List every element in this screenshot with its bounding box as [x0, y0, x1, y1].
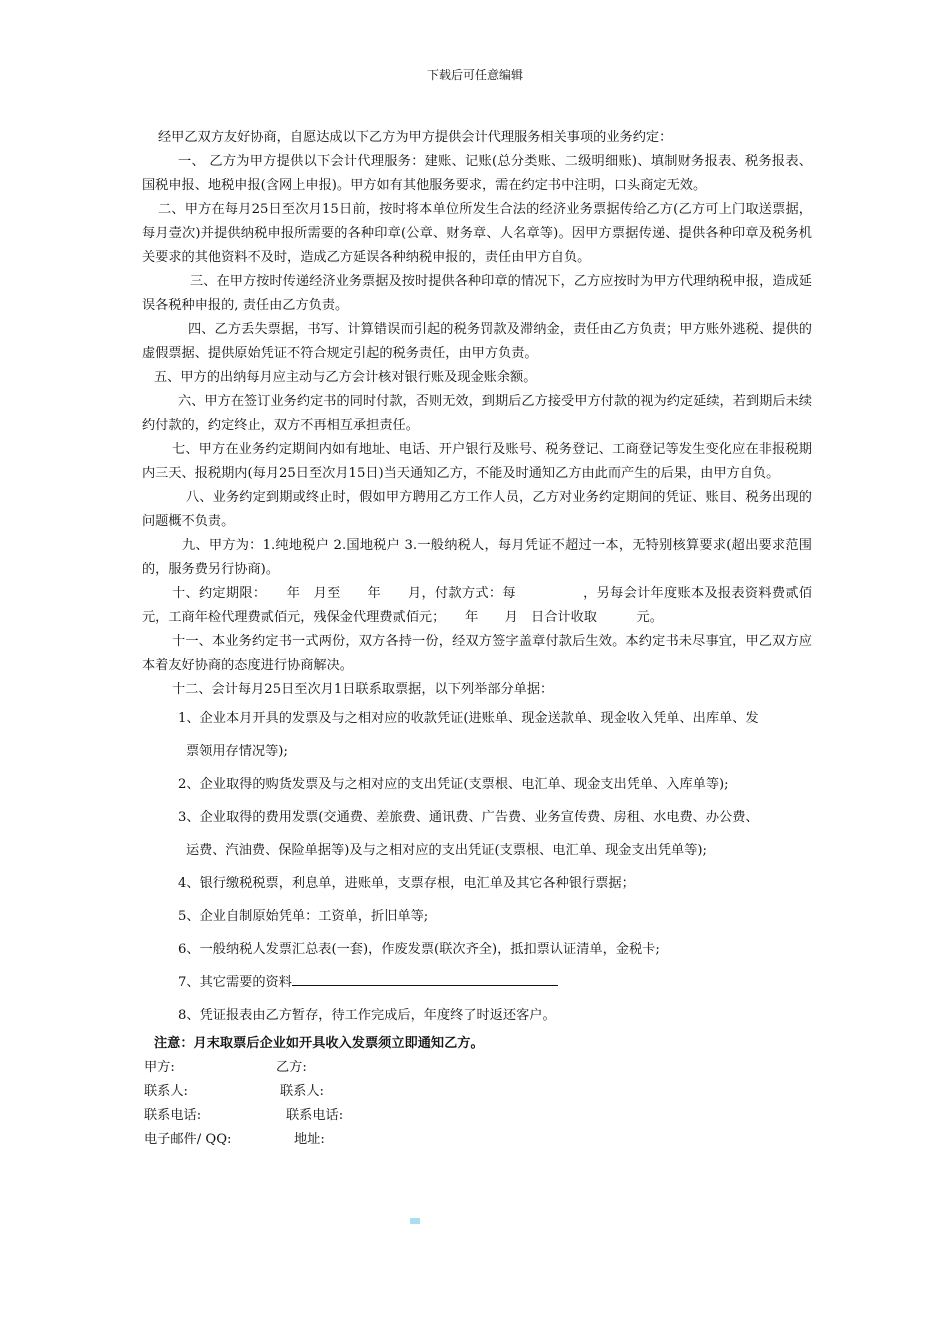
clause-1: 一、 乙方为甲方提供以下会计代理服务：建账、记账(总分类账、二级明细账)、填制财务报表、税务报表、国税申报、地税申报(含网上申报)。甲方如有其他服务要求，需在约定书中注明，口头商定无效。 — [142, 154, 812, 193]
signature-row-contact-info — [142, 1128, 812, 1152]
document-list — [142, 702, 812, 1032]
phone-b-label: 联系电话: — [286, 1108, 344, 1123]
clause-7: 七、甲方在业务约定期间内如有地址、电话、开户银行及账号、税务登记、工商登记等发生变化应在非报税期内三天、报税期内(每月25日至次月15日)当天通知乙方，不能及时通知乙方由此而产生的后果，由甲方自负。 — [142, 442, 812, 481]
agreement-body — [142, 126, 812, 1152]
list-item: 4、银行缴税税票，利息单，进账单，支票存根，电汇单及其它各种银行票据； — [178, 876, 635, 891]
fill-in-blank — [292, 971, 558, 986]
signature-row-party — [142, 1056, 812, 1080]
list-item: 1、企业本月开具的发票及与之相对应的收款凭证(进账单、现金送款单、现金收入凭单、出库单、发 — [178, 711, 759, 726]
contact-a-label: 联系人: — [144, 1084, 189, 1099]
clause-3: 三、在甲方按时传递经济业务票据及按时提供各种印章的情况下，乙方应按时为甲方代理纳税申报，造成延误各税种申报的, 责任由乙方负责。 — [142, 274, 812, 313]
party-b-label: 乙方: — [276, 1060, 307, 1075]
clause-9: 九、甲方为：1.纯地税户 2.国地税户 3.一般纳税人，每月凭证不超过一本，无特别核算要求(超出要求范围的，服务费另行协商)。 — [142, 538, 812, 577]
list-item: 7、其它需要的资料 — [178, 966, 812, 999]
contact-b-label: 联系人: — [280, 1084, 325, 1099]
phone-a-label: 联系电话: — [144, 1108, 202, 1123]
party-a-label: 甲方: — [144, 1060, 175, 1075]
clause-4: 四、乙方丢失票据，书写、计算错误而引起的税务罚款及滞纳金，责任由乙方负责；甲方账外逃税、提供的虚假票据、提供原始凭证不符合规定引起的税务责任，由甲方负责。 — [142, 322, 812, 361]
address-b-label: 地址: — [294, 1132, 325, 1147]
clause-8: 八、业务约定到期或终止时，假如甲方聘用乙方工作人员，乙方对业务约定期间的凭证、账目、税务出现的问题概不负责。 — [142, 490, 812, 529]
page-header: 下载后可任意编辑 — [426, 68, 523, 82]
list-item: 6、一般纳税人发票汇总表(一套)，作废发票(联次齐全)，抵扣票认证清单，金税卡; — [178, 942, 660, 957]
signature-row-contact — [142, 1080, 812, 1104]
clause-12: 十二、会计每月25日至次月1日联系取票据，以下列举部分单据： — [172, 682, 554, 697]
list-item-continuation: 票领用存情况等); — [186, 744, 288, 759]
clause-6: 六、甲方在签订业务约定书的同时付款，否则无效，到期后乙方接受甲方付款的视为约定延续，若到期后未续约付款的，约定终止，双方不再相互承担责任。 — [142, 394, 812, 433]
list-item: 3、企业取得的费用发票(交通费、差旅费、通讯费、广告费、业务宣传费、房租、水电费、办公费、 — [178, 810, 759, 825]
list-item-continuation: 运费、汽油费、保险单据等)及与之相对应的支出凭证(支票根、电汇单、现金支出凭单等); — [186, 843, 707, 858]
notice: 注意：月末取票后企业如开具收入发票须立即通知乙方。 — [154, 1036, 484, 1051]
list-item: 5、企业自制原始凭单：工资单，折旧单等; — [178, 909, 429, 924]
clause-10: 十、约定期限： 年 月至 年 月，付款方式：每 ，另每会计年度账本及报表资料费贰佰元，工商年检代理费贰佰元，残保金代理费贰佰元； 年 月 日合计收取 元。 — [142, 586, 812, 625]
clause-5: 五、甲方的出纳每月应主动与乙方会计核对银行账及现金账余额。 — [154, 370, 537, 385]
list-item: 8、凭证报表由乙方暂存，待工作完成后，年度终了时返还客户。 — [178, 1008, 556, 1023]
signature-row-phone — [142, 1104, 812, 1128]
highlight-mark — [410, 1218, 420, 1224]
intro-paragraph: 经甲乙双方友好协商，自愿达成以下乙方为甲方提供会计代理服务相关事项的业务约定： — [158, 130, 673, 145]
clause-11: 十一、本业务约定书一式两份，双方各持一份，经双方签字盖章付款后生效。本约定书未尽事宜，甲乙双方应本着友好协商的态度进行协商解决。 — [142, 634, 812, 673]
list-item: 2、企业取得的购货发票及与之相对应的支出凭证(支票根、电汇单、现金支出凭单、入库单等); — [178, 777, 729, 792]
clause-2: 二、甲方在每月25日至次月15日前，按时将本单位所发生合法的经济业务票据传给乙方(乙方可上门取送票据，每月壹次)并提供纳税申报所需要的各种印章(公章、财务章、人名章等)。因甲方票据传递、提供各种印章及税务机关要求的其他资料不及时，造成乙方延误各种纳税申报的，责任由甲方自负。 — [142, 202, 812, 265]
email-a-label: 电子邮件/ QQ: — [144, 1132, 232, 1147]
